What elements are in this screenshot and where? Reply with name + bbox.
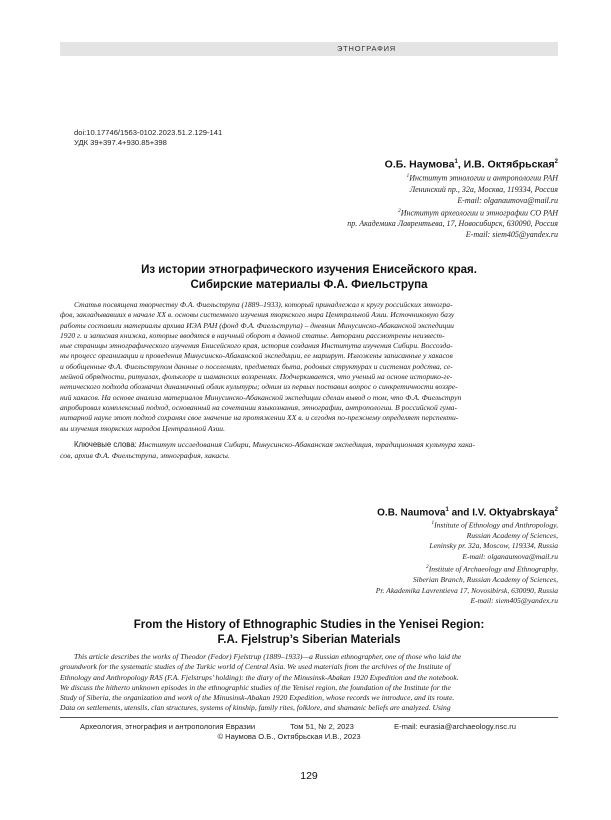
aff-ru-1: Институт этнологии и антропологии РАН: [409, 173, 558, 183]
copyright: © Наумова О.Б., Октябрьская И.В., 2023: [217, 732, 361, 741]
udk-line: УДК 39+397.4+930.85+398: [74, 138, 167, 147]
abstract-line: нитарной науке этот подход сохранял свое значение на протяжении XX в. и сегодня по-прежнему определяет перспекти-: [60, 413, 459, 423]
abstract-line: Data on settlements, utensils, clan structures, systems of kinship, family rites, folklore, and shamanic beliefs are analyzed. Using: [60, 703, 451, 713]
doi-line[interactable]: doi:10.17746/1563-0102.2023.51.2.129-141: [74, 128, 223, 137]
keywords-label: Ключевые слова:: [74, 440, 137, 449]
affiliations-ru: $^1$Институт этнологии и антропологии РАН Ленинский пр., 32а, Москва, 119334, Россия E-mail: olganaumova@mail.ru $^2$Институт археологии и этнографии СО РАН пр. Академика Лаврентьева, 17, Новосибирск, 630090, Россия E-mail: siem405@yandex.ru: [347, 173, 558, 240]
keywords-line-2: сов, архив Ф.А. Фиельструпа, этнография, хакасы.: [60, 450, 230, 460]
abstract-line: We discuss the hitherto unknown episodes in the ethnographic studies of the Yenisei region, the foundation of the Institute for the: [60, 682, 451, 692]
abstract-line: нетического подхода обозначил динамичный облик культуры; одним из первых поставил вопрос о синкретичности воззре-: [60, 382, 458, 392]
abstract-line: Ethnology and Anthropology RAS (F.A. Fjelstrups’ holding): the diary of the Minusinsk-Abakan 1920 Expedition and the notebook.: [60, 672, 459, 682]
title-en: [60, 618, 558, 648]
footer-divider: [60, 717, 558, 718]
email-en-1[interactable]: E-mail: olganaumova@mail.ru: [462, 551, 558, 561]
aff-en-3: Leninsky pr. 32a, Moscow, 119334, Russia: [429, 541, 558, 551]
aff-en-2: Russian Academy of Sciences,: [466, 530, 558, 540]
author-2-ru: И.В. Октябрьская: [463, 158, 555, 171]
abstract-line: This article describes the works of Theodor (Fedor) Fjelstrup (1889–1933)—a Russian ethnographer, one of those who laid the: [74, 652, 462, 661]
title-en-line-1: From the History of Ethnographic Studies in the Yenisei Region:: [133, 619, 485, 631]
email-ru-2[interactable]: E-mail: siem405@yandex.ru: [465, 230, 558, 240]
section-header-bar: [60, 42, 558, 56]
abstract-line: ний хакасов. На основе анализа материалов Минусинско-Абаканской экспедиции сделан вывод о том, что Ф.А. Фиельструп: [60, 392, 462, 402]
aff-en-1: Institute of Ethnology and Anthropology,: [434, 520, 558, 530]
abstract-ru: [60, 300, 558, 434]
aff-ru-4: Институт археологии и этнографии СО РАН: [400, 208, 558, 218]
abstract-line: фов, заклaдывавших в начале XX в. основы системного изучения тюркского мира Центральной Азии. Источниковую базу: [60, 310, 455, 320]
email-en-2[interactable]: E-mail: siem405@yandex.ru: [470, 595, 558, 605]
aff-en-7: Pr. Akademika Lavrentieva 17, Novosibirsk, 630090, Russia: [375, 585, 558, 595]
author-1-ru: О.Б. Наумова: [384, 158, 455, 171]
abstract-line: groundwork for the systematic studies of the Turkic world of Central Asia. We used materials from the archives of the Institute of: [60, 662, 451, 672]
journal-email[interactable]: E-mail: eurasia@archaeology.nsc.ru: [394, 722, 516, 731]
abstract-line: ны процесс организации и проведения Минусинско-Абаканской экспедиции, ее маршрут. Изложены записанные у хакасов: [60, 351, 453, 361]
abstract-en: [60, 652, 558, 714]
authors-en: O.B. Naumova$^1$ and I.V. Oktyabrskaya$^2$: [377, 507, 558, 519]
footer: [60, 722, 558, 742]
aff-ru-2: Ленинский пр., 32а, Москва, 119334, Россия: [409, 184, 558, 194]
aff-en-6: Siberian Branch, Russian Academy of Sciences,: [412, 575, 558, 585]
abstract-line: и обобщенные Ф.А. Фиельструпом данные о поселениях, предметах быта, родовых структурах и системах родства, се-: [60, 361, 453, 371]
aff-ru-5: пр. Академика Лаврентьева, 17, Новосибирск, 630090, Россия: [347, 219, 558, 229]
abstract-line: апробировал комплексный подход, основанный на сочетании языкознания, этнографии, антропологии. В российской гума-: [60, 402, 457, 412]
keywords-ru: [60, 440, 558, 461]
journal-name: Археология, этнография и антропология Евразии: [80, 722, 256, 731]
title-ru-line-2: Сибирские материалы Ф.А. Фиельструпа: [190, 279, 428, 291]
title-ru-line-1: Из истории этнографического изучения Енисейского края.: [141, 264, 477, 276]
section-title: ЭТНОГРАФИЯ: [336, 44, 396, 53]
aff-en-5: Institute of Archaeology and Ethnography,: [428, 564, 558, 574]
abstract-line: ные страницы этнографического изучения Енисейского края, история создания Института изучения Сибири. Воссозда-: [60, 341, 453, 351]
authors-ru: О.Б. Наумова$^1$, И.В. Октябрьская$^2$: [384, 158, 558, 171]
abstract-line: мейной обрядности, ритуалах, фольклоре и шаманских воззрениях. Подчеркивается, что ученый на основе историко-ге-: [60, 372, 453, 382]
abstract-line: вы изучения тюркских народов Центральной Азии.: [60, 423, 225, 433]
journal-volume: Том 51, № 2, 2023: [290, 722, 354, 731]
title-ru: [60, 263, 558, 293]
abstract-line: 1920 г. и записная книжка, которые вводятся в научный оборот в данной статье. Авторами рассмотрены неизвест-: [60, 330, 445, 340]
title-en-line-2: F.A. Fjelstrup’s Siberian Materials: [217, 634, 401, 646]
abstract-line: Study of Siberia, the organization and work of the Minusinsk-Abakan 1920 Expedition, whose records we introduce, and its route.: [60, 693, 455, 703]
abstract-line: Статья посвящена творчеству Ф.А. Фиельструпа (1889–1933), который принадлежал к кругу российских этногра-: [74, 300, 453, 309]
article-identifiers: [74, 128, 222, 148]
page-number: 129: [300, 770, 318, 782]
affiliations-en: $^1$Institute of Ethnology and Anthropology, Russian Academy of Sciences, Leninsky pr. 32a, Moscow, 119334, Russia E-mail: olganaumova@mail.ru $^2$Institute of Archaeology and Ethnography, Siberian Branch, Russian Academy of Sciences, Pr. Akademika Lavrentieva 17, Novosibirsk, 630090, Russia E-mail: siem405@yandex.ru: [375, 520, 558, 605]
author-1-en: O.B. Naumova: [377, 507, 446, 519]
email-ru-1[interactable]: E-mail: olganaumova@mail.ru: [457, 195, 558, 205]
author-2-en: I.V. Oktyabrskaya: [472, 507, 555, 519]
abstract-line: работы составили материалы архива ИЭА РАН (фонд Ф.А. Фиельструпа) – дневник Минусинско-Абаканской экспедиции: [60, 320, 454, 330]
keywords-line-1: Институт исследования Сибири, Минусинско-Абаканская экспедиция, традиционная культура хака-: [138, 440, 476, 449]
